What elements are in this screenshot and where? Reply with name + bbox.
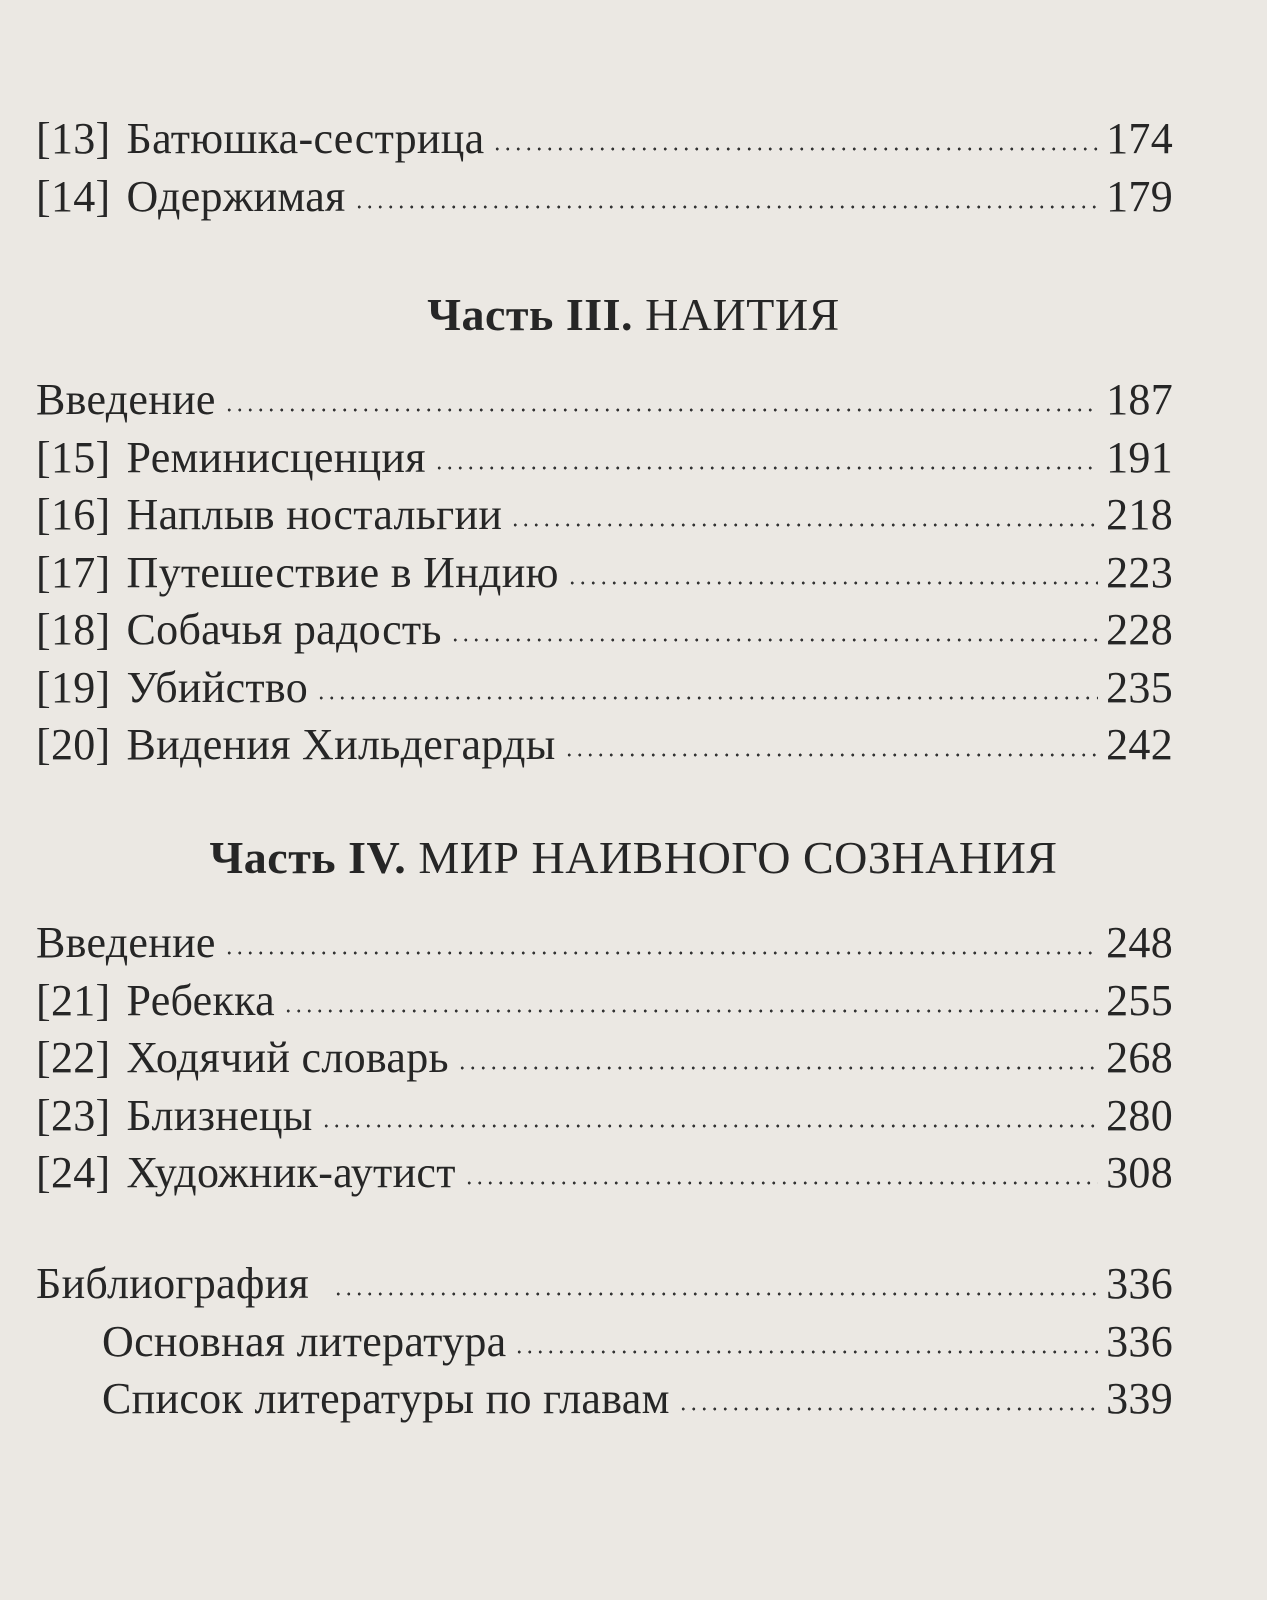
entry-number: [14] (36, 171, 111, 221)
toc-entry (36, 914, 1173, 972)
dot-leader (224, 408, 1098, 412)
entry-title: Ребекка (126, 975, 275, 1025)
entry-page: 248 (1106, 918, 1173, 967)
dot-leader (514, 1350, 1098, 1354)
dot-leader (450, 638, 1098, 642)
dot-leader (321, 1124, 1098, 1128)
entry-title: Художник-аутист (126, 1148, 456, 1197)
toc-subentry (36, 1313, 1173, 1371)
part-4-title: МИР НАИВНОГО СОЗНАНИЯ (418, 832, 1058, 883)
entry-number: [23] (36, 1090, 111, 1140)
dot-leader (678, 1407, 1098, 1411)
entry-number: [19] (36, 662, 111, 712)
entry-page: 228 (1106, 605, 1173, 654)
entry-title: Собачья радость (126, 605, 442, 654)
dot-leader (567, 581, 1098, 585)
toc-entry (36, 601, 1173, 659)
entry-number: [21] (36, 975, 111, 1025)
entry-number: [17] (36, 547, 111, 597)
toc-entry (36, 486, 1173, 544)
entry-number: [22] (36, 1033, 111, 1082)
entry-number: [20] (36, 720, 111, 769)
part-3-heading (0, 288, 1267, 341)
dot-leader (283, 1009, 1098, 1013)
entry-title: Видения Хильдегарды (126, 720, 556, 769)
entry-title: Введение (36, 375, 216, 424)
entry-title: Одержимая (126, 171, 346, 221)
toc-entry (36, 716, 1173, 774)
toc-entry (36, 1144, 1173, 1202)
entry-page: 191 (1106, 432, 1173, 482)
entry-page: 339 (1106, 1374, 1173, 1423)
entry-title: Близнецы (126, 1090, 313, 1140)
part-4-heading (0, 831, 1267, 884)
toc-subentry (36, 1370, 1173, 1428)
toc-entry (36, 659, 1173, 717)
entry-title: Библиография (36, 1259, 310, 1308)
entry-page: 179 (1106, 171, 1173, 221)
dot-leader (333, 1292, 1098, 1296)
entry-number: [18] (36, 605, 111, 654)
part-3-label: Часть III. (427, 289, 634, 340)
entry-title: Убийство (126, 662, 309, 712)
part-3-entries (36, 371, 1173, 774)
toc-entry (36, 972, 1173, 1030)
toc-entry (36, 1255, 1173, 1313)
dot-leader (354, 205, 1099, 209)
dot-leader (492, 147, 1098, 151)
toc-entry (36, 168, 1173, 226)
entry-page: 187 (1106, 375, 1173, 424)
dot-leader (316, 696, 1098, 700)
entry-page: 223 (1106, 547, 1173, 597)
entry-title: Введение (36, 918, 216, 967)
entry-title: Ходячий словарь (126, 1033, 449, 1082)
toc-entry (36, 1029, 1173, 1087)
entry-page: 174 (1106, 114, 1173, 163)
entry-page: 336 (1106, 1316, 1173, 1366)
toc-entry (36, 429, 1173, 487)
toc-entry (36, 110, 1173, 168)
entry-title: Наплыв ностальгии (126, 490, 503, 539)
dot-leader (464, 1181, 1098, 1185)
entry-page: 268 (1106, 1033, 1173, 1082)
entry-title: Список литературы по главам (102, 1374, 670, 1423)
entry-page: 336 (1106, 1259, 1173, 1308)
entry-page: 218 (1106, 490, 1173, 539)
part-3-title: НАИТИЯ (645, 289, 840, 340)
entry-title: Основная литература (102, 1316, 507, 1366)
entry-number: [15] (36, 432, 111, 482)
part-4-entries (36, 914, 1173, 1202)
entry-title: Батюшка-сестрица (126, 114, 485, 163)
entry-page: 280 (1106, 1090, 1173, 1140)
dot-leader (510, 523, 1098, 527)
dot-leader (564, 753, 1099, 757)
entry-number: [13] (36, 114, 111, 163)
toc-top-entries (36, 110, 1173, 225)
entry-page: 242 (1106, 720, 1173, 769)
entry-page: 255 (1106, 975, 1173, 1025)
toc-entry (36, 544, 1173, 602)
dot-leader (224, 951, 1098, 955)
toc-entry (36, 1087, 1173, 1145)
entry-title: Реминисценция (126, 432, 426, 482)
bibliography-section (36, 1255, 1173, 1428)
entry-title: Путешествие в Индию (126, 547, 559, 597)
dot-leader (457, 1066, 1098, 1070)
dot-leader (434, 466, 1098, 470)
toc-entry (36, 371, 1173, 429)
entry-page: 235 (1106, 662, 1173, 712)
entry-page: 308 (1106, 1148, 1173, 1197)
entry-number: [24] (36, 1148, 111, 1197)
entry-number: [16] (36, 490, 111, 539)
part-4-label: Часть IV. (209, 832, 407, 883)
